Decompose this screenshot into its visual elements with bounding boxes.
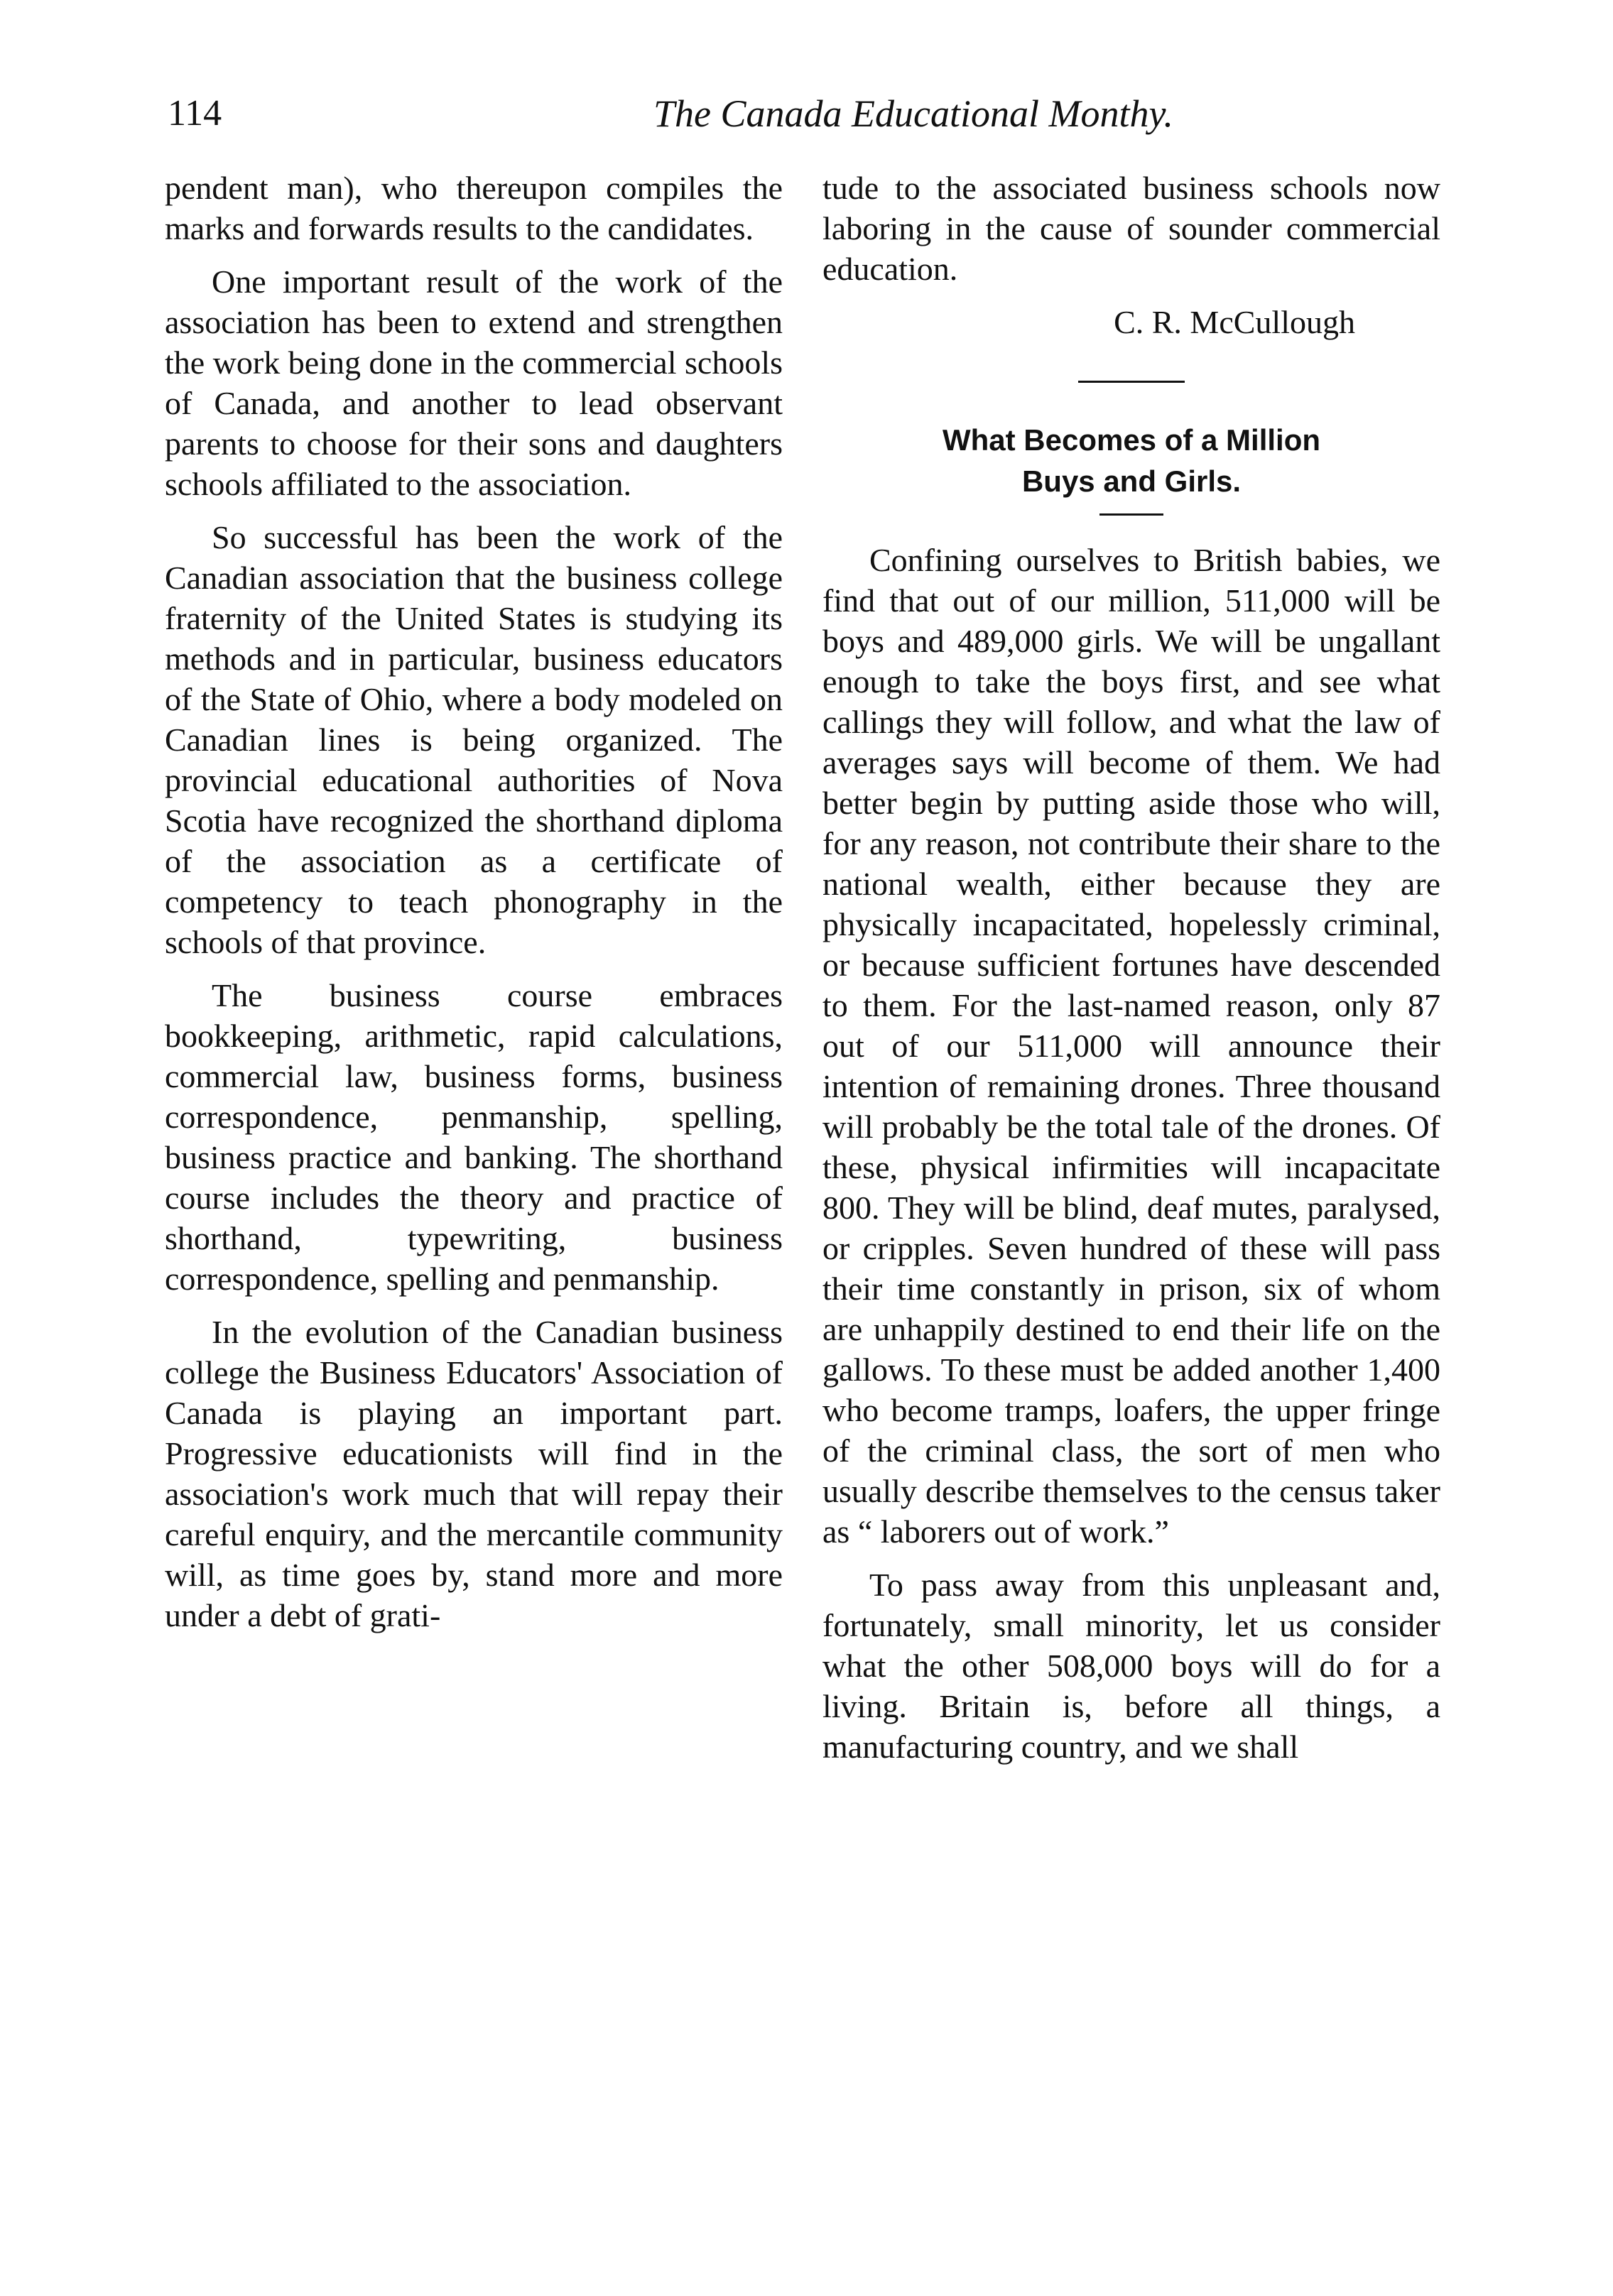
left-column [165, 168, 783, 1648]
paragraph: Confining ourselves to British babies, we find that out of our million, 511,000 will be boys and 489,000 girls. We will be ungallant enough to take the boys first, and see what callings they will follow, and what the law of averages says will become of them. We had better begin by putting aside those who will, for any reason, not contribute their share to the national wealth, either because they are physically incapacitated, hopelessly criminal, or because sufficient fortunes have descended to them. For the last-named reason, only 87 out of our 511,000 will announce their intention of remaining drones. Three thousand will probably be the total tale of the drones. Of these, physical infirmities will incapacitate 800. They will be blind, deaf mutes, paralysed, or cripples. Seven hundred of these will pass their time constantly in prison, six of whom are unhappily destined to end their life on the gallows. To these must be added another 1,400 who become tramps, loafers, the upper fringe of the criminal class, the sort of men who usually describe themselves to the census taker as “ laborers out of work.” [822, 542, 1440, 1550]
paragraph: So successful has been the work of the Canadian association that the business college fraternity of the United States is studying its methods and in particular, business educators of the State of Ohio, where a body modeled on Canadian lines is being organized. The provincial educational authorities of Nova Scotia have recognized the shorthand diploma of the association as a certificate of competency to teach phonography in the schools of that province. [165, 519, 783, 960]
page-number: 114 [168, 93, 222, 134]
paragraph: pendent man), who thereupon compiles the marks and forwards results to the candidates. [165, 170, 783, 246]
paragraph: tude to the associated business schools now laboring in the cause of sounder commercial education. [822, 170, 1440, 287]
author-signature: C. R. McCullough [1114, 304, 1355, 340]
section-divider [1078, 381, 1185, 383]
paragraph: One important result of the work of the association has been to extend and strengthen the work being done in the commercial schools of Canada, and another to lead observant parents to choose for their sons and daughters schools affiliated to the association. [165, 263, 783, 502]
paragraph: The business course embraces bookkeeping, arithmetic, rapid calculations, commercial law, business forms, business correspondence, penmanship, spelling, business practice and banking. The shorthand course includes the theory and practice of shorthand, typewriting, business correspondence, spelling and penmanship. [165, 977, 783, 1297]
right-column [822, 168, 1440, 1780]
paragraph: In the evolution of the Canadian business college the Business Educators' Association of Canada is playing an important part. Progressive educationists will find in the association's work much that will repay their careful enquiry, and the mercantile community will, as time goes by, stand more and more under a debt of grati- [165, 1314, 783, 1633]
page-header [168, 85, 1446, 142]
paragraph: To pass away from this unpleasant and, fortunately, small minority, let us consider what the other 508,000 boys will do for a living. Britain is, before all things, a manufacturing country, and we shall [822, 1567, 1440, 1765]
article-title-line-2: Buys and Girls. [1021, 464, 1242, 498]
title-divider [1099, 513, 1163, 516]
running-title: The Canada Educational Monthy. [653, 92, 1173, 135]
article-title-line-1: What Becomes of a Million [942, 423, 1321, 457]
